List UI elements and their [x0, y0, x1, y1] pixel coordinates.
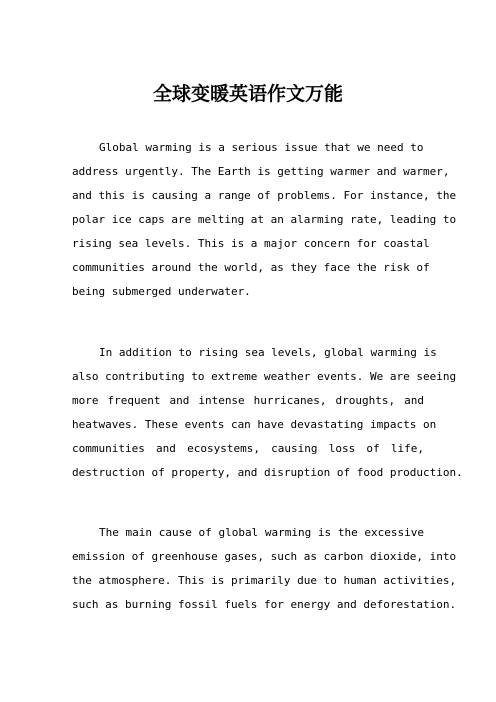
paragraph-line: more frequent and intense hurricanes, droughts, and — [72, 394, 424, 407]
paragraph-line: communities and ecosystems, causing loss of life, — [72, 442, 424, 455]
paragraph-3 — [72, 521, 457, 617]
paragraph-line: address urgently. The Earth is getting warmer and warmer, — [72, 165, 450, 178]
paragraph-2 — [72, 341, 463, 485]
paragraph-line: such as burning fossil fuels for energy and deforestation. — [72, 598, 457, 611]
paragraph-line: Global warming is a serious issue that we need to — [99, 141, 424, 154]
document-title: 全球变暖英语作文万能 — [152, 83, 343, 105]
paragraph-line: communities around the world, as they face the risk of — [72, 261, 430, 274]
paragraph-line: being submerged underwater. — [72, 285, 251, 298]
paragraph-line: and this is causing a range of problems. For instance, the — [72, 189, 457, 202]
paragraph-line: the atmosphere. This is primarily due to human activities, — [72, 574, 457, 587]
paragraph-line: destruction of property, and disruption of food production. — [72, 466, 463, 479]
paragraph-line: rising sea levels. This is a major concern for coastal — [72, 237, 430, 250]
paragraph-line: heatwaves. These events can have devastating impacts on — [72, 418, 437, 431]
paragraph-line: The main cause of global warming is the excessive — [99, 526, 424, 539]
paragraph-line: polar ice caps are melting at an alarming rate, leading to — [72, 213, 457, 226]
paragraph-1 — [72, 136, 457, 304]
paragraph-line: In addition to rising sea levels, global warming is — [99, 346, 437, 359]
paragraph-line: emission of greenhouse gases, such as carbon dioxide, into — [72, 550, 457, 563]
paragraph-line: also contributing to extreme weather events. We are seeing — [72, 370, 457, 383]
